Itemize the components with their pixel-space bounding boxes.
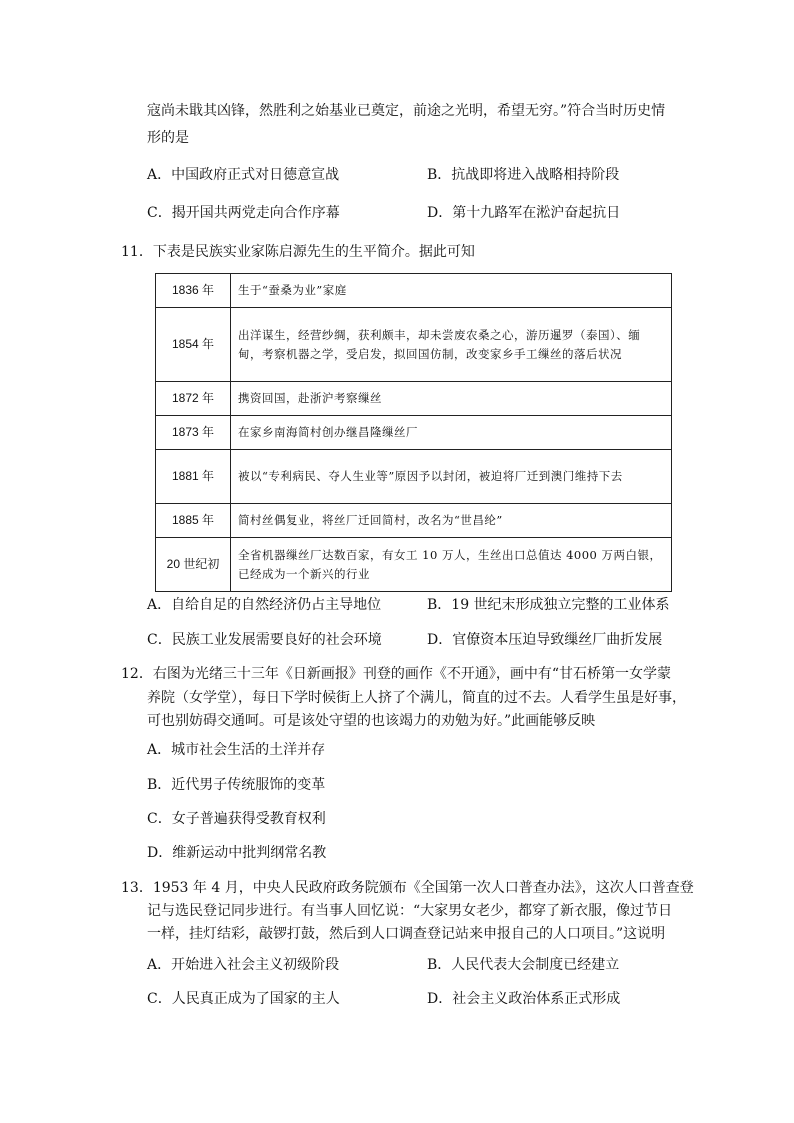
q11-option-c[interactable]: C．民族工业发展需要良好的社会环境 xyxy=(147,632,382,648)
q12-stem-line1: 12．右图为光绪三十三年《日新画报》刊登的画作《不开通》，画中有“甘石桥第一女学蒙 xyxy=(121,666,671,682)
q12-option-a[interactable]: A．城市社会生活的土洋并存 xyxy=(147,742,326,758)
q10-option-d[interactable]: D．第十九路军在淞沪奋起抗日 xyxy=(427,205,621,221)
table-year-cell: 1873 年 xyxy=(156,416,231,450)
table-year-cell: 1881 年 xyxy=(156,450,231,504)
q13-option-a[interactable]: A．开始进入社会主义初级阶段 xyxy=(147,957,340,973)
table-row xyxy=(156,274,672,308)
table-year-cell: 20 世纪初 xyxy=(156,538,231,592)
q10-stem-line2: 形的是 xyxy=(147,130,189,146)
table-year-cell: 1872 年 xyxy=(156,382,231,416)
table-event-cell: 在家乡南海简村创办继昌隆缫丝厂 xyxy=(231,416,672,450)
table-event-cell: 全省机器缫丝厂达数百家，有女工 10 万人，生丝出口总值达 4000 万两白银，已经成为一个新兴的行业 xyxy=(231,538,672,592)
table-year-cell: 1836 年 xyxy=(156,274,231,308)
q12-option-d[interactable]: D．维新运动中批判纲常名教 xyxy=(147,845,327,861)
table-year-cell: 1885 年 xyxy=(156,504,231,538)
table-row xyxy=(156,504,672,538)
table-row xyxy=(156,308,672,382)
q11-stem: 11．下表是民族实业家陈启源先生的生平简介。据此可知 xyxy=(121,244,475,260)
q12-stem-line3: 可也别妨碍交通呵。可是该处守望的也该竭力的劝勉为好。”此画能够反映 xyxy=(147,713,596,729)
q13-option-c[interactable]: C．人民真正成为了国家的主人 xyxy=(147,991,340,1007)
table-row xyxy=(156,538,672,592)
q10-option-a[interactable]: A．中国政府正式对日德意宣战 xyxy=(147,167,340,183)
q12-option-b[interactable]: B．近代男子传统服饰的变革 xyxy=(147,777,326,793)
q10-stem-line1: 寇尚未戢其凶锋，然胜利之始基业已奠定，前途之光明，希望无穷。”符合当时历史情 xyxy=(147,103,666,119)
q11-option-b[interactable]: B．19 世纪末形成独立完整的工业体系 xyxy=(427,597,670,613)
q13-stem-line2: 记与选民登记同步进行。有当事人回忆说：“大家男女老少，都穿了新衣服，像过节日 xyxy=(147,903,673,919)
q13-stem-line3: 一样，挂灯结彩，敲锣打鼓，然后到人口调查登记站来申报自己的人口项目。”这说明 xyxy=(147,926,666,942)
q10-option-c[interactable]: C．揭开国共两党走向合作序幕 xyxy=(147,205,340,221)
table-event-cell: 简村丝偶复业，将丝厂迁回简村，改名为“世昌纶” xyxy=(231,504,672,538)
table-row xyxy=(156,382,672,416)
q10-option-b[interactable]: B．抗战即将进入战略相持阶段 xyxy=(427,167,620,183)
q12-option-c[interactable]: C．女子普遍获得受教育权利 xyxy=(147,811,326,827)
q13-option-b[interactable]: B．人民代表大会制度已经建立 xyxy=(427,957,620,973)
q13-option-d[interactable]: D．社会主义政治体系正式形成 xyxy=(427,991,621,1007)
q11-option-a[interactable]: A．自给自足的自然经济仍占主导地位 xyxy=(147,597,382,613)
q12-stem-line2: 养院（女学堂），每日下学时候街上人挤了个满儿，简直的过不去。人看学生虽是好事， xyxy=(147,690,686,706)
table-row xyxy=(156,416,672,450)
table-year-cell: 1854 年 xyxy=(156,308,231,382)
table-row xyxy=(156,450,672,504)
table-event-cell: 被以“专利病民、夺人生业等”原因予以封闭，被迫将厂迁到澳门维持下去 xyxy=(231,450,672,504)
q13-stem-line1: 13．1953 年 4 月，中央人民政府政务院颁布《全国第一次人口普查办法》，这次人口普查登 xyxy=(121,880,694,896)
table-event-cell: 生于“蚕桑为业”家庭 xyxy=(231,274,672,308)
biography-table xyxy=(155,273,672,592)
table-event-cell: 携资回国，赴浙沪考察缫丝 xyxy=(231,382,672,416)
table-event-cell: 出洋谋生，经营纱绸，获利颇丰，却未尝废农桑之心，游历暹罗（泰国）、缅甸，考察机器之学，受启发，拟回国仿制，改变家乡手工缫丝的落后状况 xyxy=(231,308,672,382)
q11-option-d[interactable]: D．官僚资本压迫导致缫丝厂曲折发展 xyxy=(427,632,663,648)
